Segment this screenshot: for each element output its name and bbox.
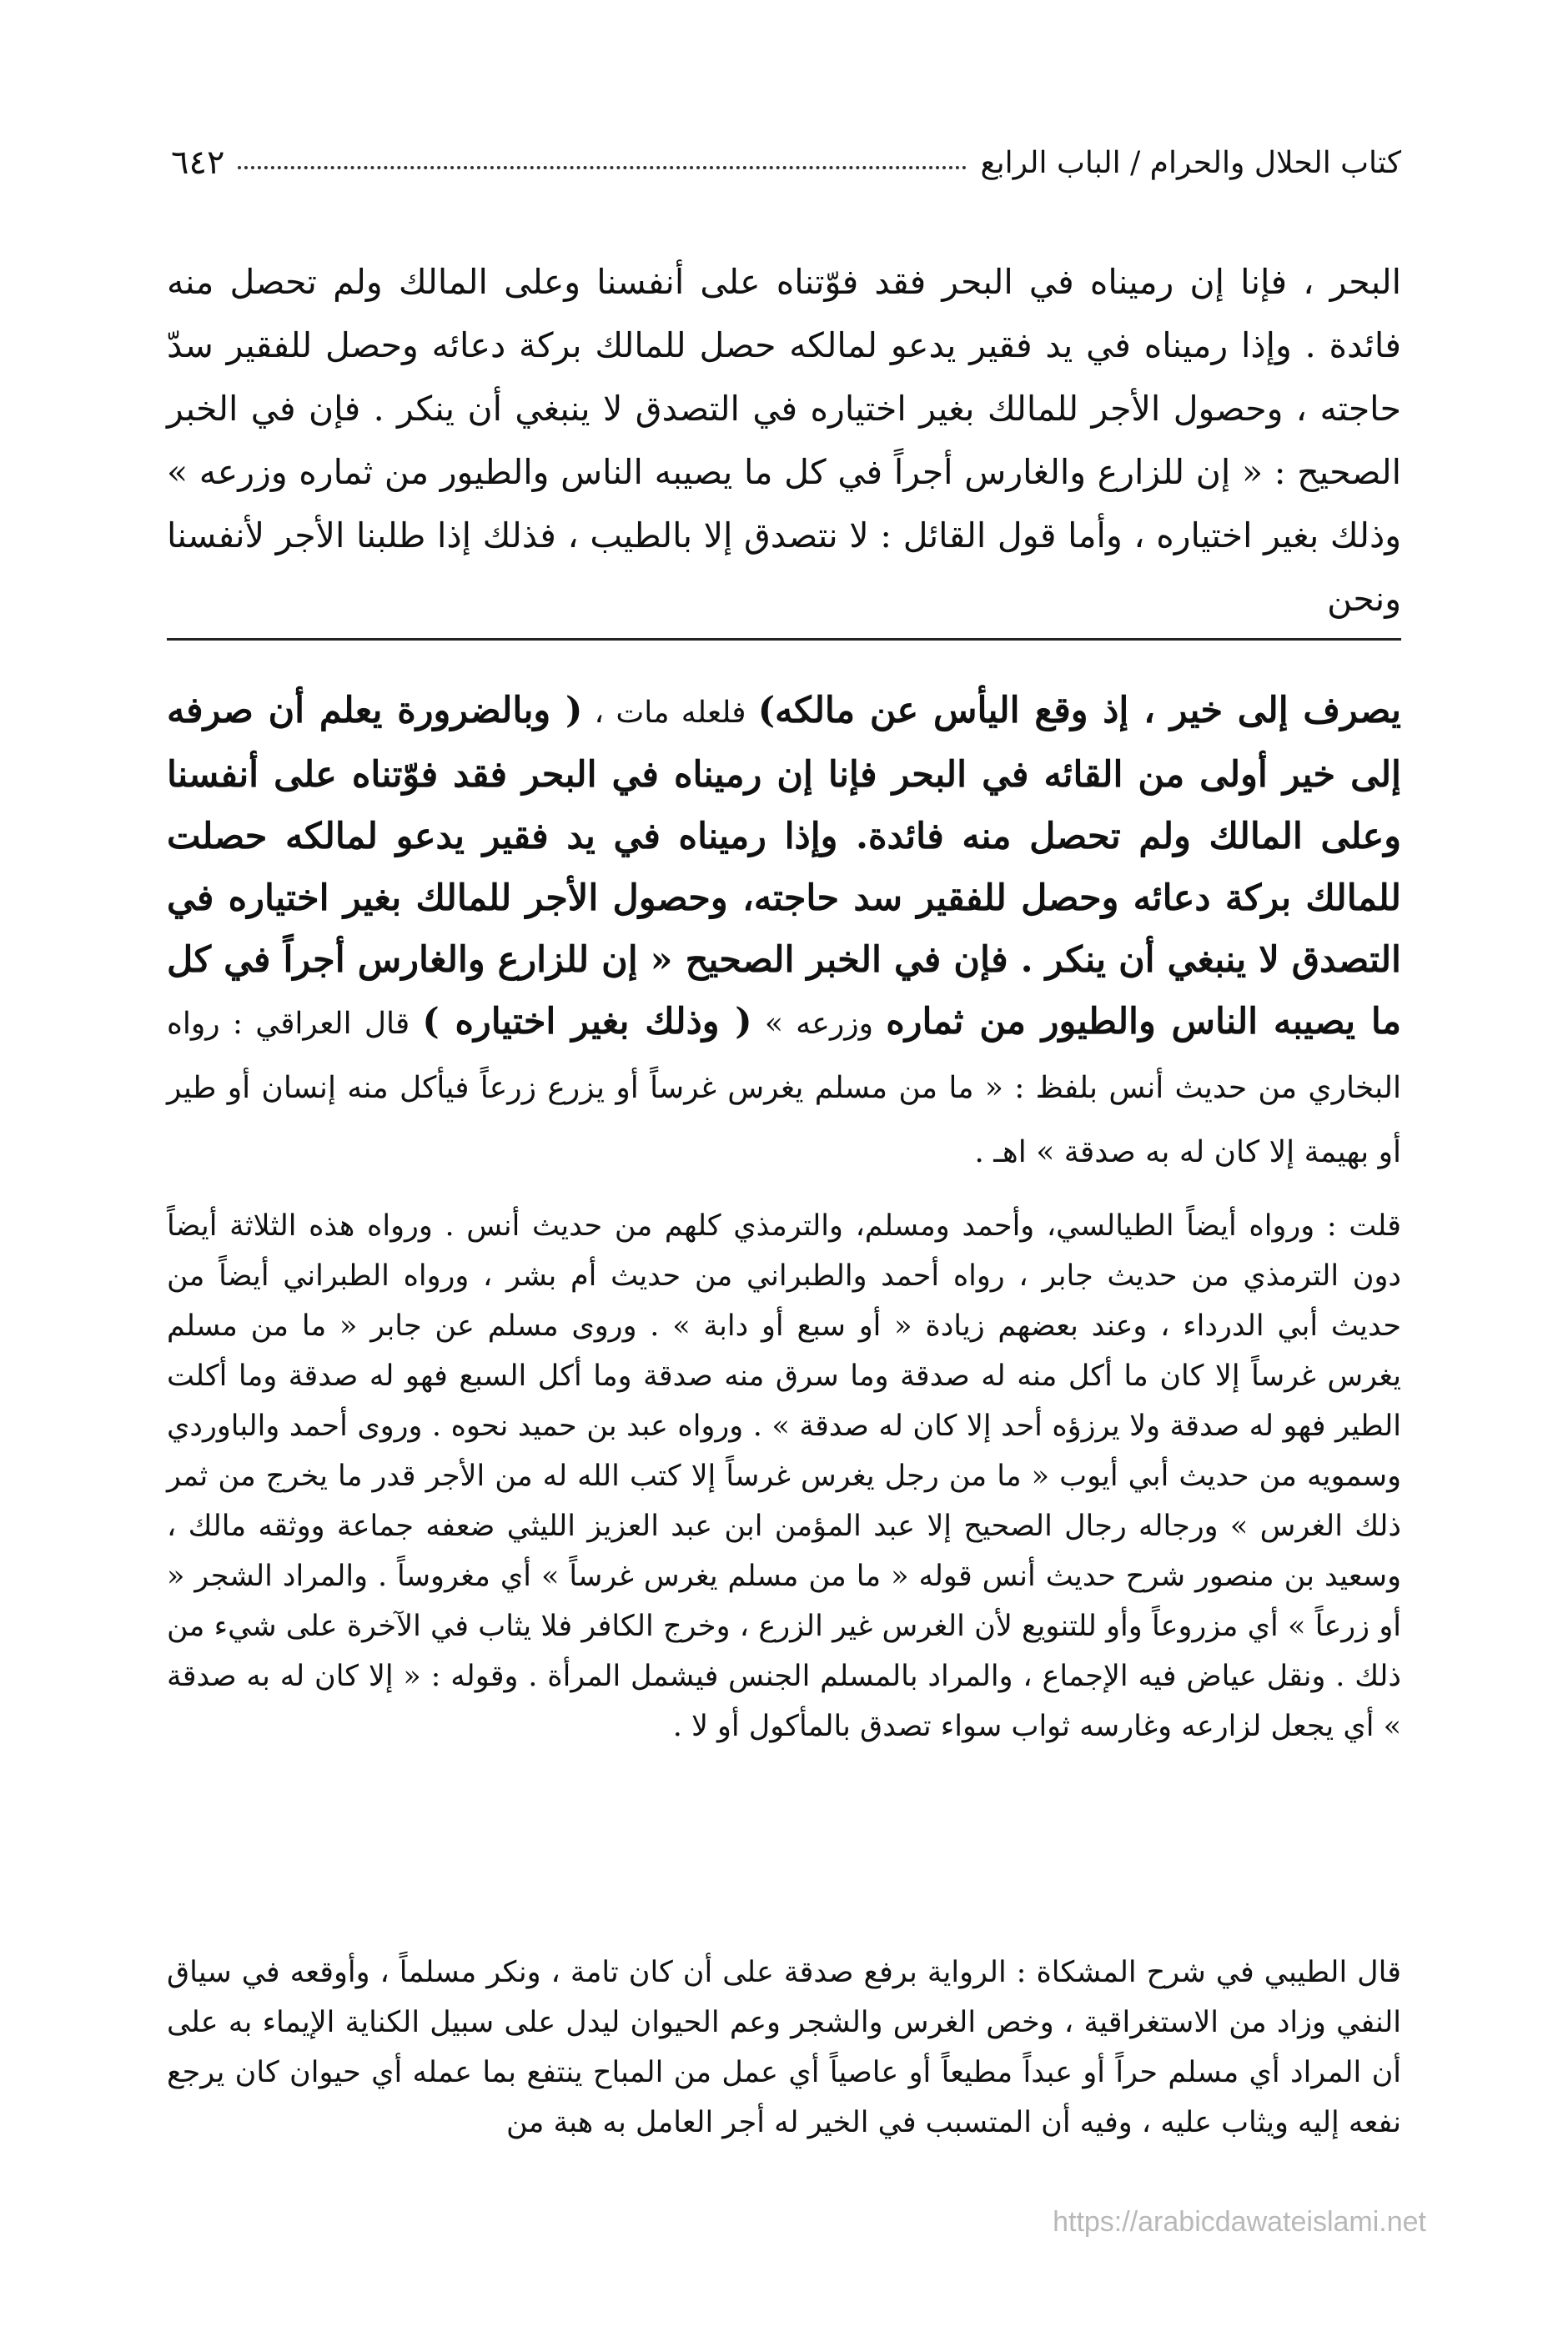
separator-rule	[167, 638, 1401, 641]
main-text	[167, 250, 1401, 631]
quoted-text: ( وذلك بغير اختياره )	[422, 1001, 752, 1043]
quoted-text: يصرف إلى خير ، إذ وقع اليأس عن مالكه)	[757, 690, 1401, 731]
commentary-block	[167, 680, 1401, 1184]
body-paragraph: قال الطيبي في شرح المشكاة : الرواية برفع صدقة على أن كان تامة ، ونكر مسلماً ، وأوقعه في سياق النفي وزاد من الاستغراقية ، وخص الغرس والشجر وعم الحيوان ليدل على سبيل الكناية الإيماء به على أن المراد أي مسلم حراً أو عبداً مطيعاً أو عاصياً أي عمل من المباح ينتفع بما عمله أي حيوان كان يرجع نفعه إليه ويثاب عليه ، وفيه أن المتسبب في الخير له أجر العامل به هبة من	[167, 1956, 1401, 2139]
commentary-paragraph	[167, 680, 1401, 1184]
page-number: ٦٤٢	[171, 143, 225, 182]
body-paragraph: قلت : ورواه أيضاً الطيالسي، وأحمد ومسلم، والترمذي كلهم من حديث أنس . ورواه هذه الثلاثة أيضاً دون الترمذي من حديث جابر ، رواه أحمد والطبراني من حديث أم بشر ، ورواه الطبراني أيضاً من حديث أبي الدرداء ، وعند بعضهم زيادة « أو سبع أو دابة » . وروى مسلم عن جابر « ما من مسلم يغرس غرساً إلا كان ما أكل منه له صدقة وما سرق منه صدقة وما أكل السبع فهو له صدقة وما أكلت الطير فهو له صدقة ولا يرزؤه أحد إلا كان له صدقة » . ورواه عبد بن حميد نحوه . وروى أحمد والباوردي وسمويه من حديث أبي أيوب « ما من رجل يغرس غرساً إلا كتب الله له من الأجر قدر ما يخرج من ثمر ذلك الغرس » ورجاله رجال الصحيح إلا عبد المؤمن ابن عبد العزيز الليثي ضعفه جماعة ووثقه مالك ، وسعيد بن منصور شرح حديث أنس قوله « ما من مسلم يغرس غرساً » أي مغروساً . والمراد الشجر « أو زرعاً » أي مزروعاً وأو للتنويع لأن الغرس غير الزرع ، وخرج الكافر فلا يثاب في الآخرة على شيء من ذلك . ونقل عياض فيه الإجماع ، والمراد بالمسلم الجنس فيشمل المرأة . وقوله : « إلا كان له به صدقة » أي يجعل لزارعه وغارسه ثواب سواء تصدق بالمأكول أو لا .	[167, 1209, 1402, 1743]
chapter-title: كتاب الحلال والحرام / الباب الرابع	[980, 145, 1401, 180]
quoted-text: ( وبالضرورة يعلم أن صرفه إلى خير أولى من القائه في البحر فإنا إن رميناه في البحر فقد فوّتناه على أنفسنا وعلى المالك ولم تحصل منه فائدة. وإذا رميناه في يد فقير يدعو لمالكه حصلت للمالك بركة دعائه وحصل للفقير سد حاجته، وحصول الأجر للمالك بغير اختياره في التصدق لا ينبغي أن ينكر . فإن في الخبر الصحيح « إن للزارع والغارس أجراً في كل ما يصيبه الناس والطيور من ثماره	[167, 690, 1401, 1043]
commentary-note: فلعله مات ،	[582, 696, 758, 730]
commentary-note: قال العراقي : رواه البخاري من حديث أنس بلفظ : « ما من مسلم يغرس غرساً أو يزرع زرعاً فيأكل منه إنسان أو طير أو بهيمة إلا كان له به صدقة » اهـ .	[167, 1007, 1401, 1169]
running-header	[171, 133, 1401, 192]
paragraph-1	[167, 1201, 1401, 1752]
leader-dots	[238, 166, 967, 169]
commentary-note: وزرعه »	[751, 1007, 887, 1041]
paragraph-2	[167, 1948, 1401, 2148]
watermark-url: https://arabicdawateislami.net	[1053, 2206, 1426, 2238]
main-text-paragraph: البحر ، فإنا إن رميناه في البحر فقد فوّتناه على أنفسنا وعلى المالك ولم تحصل منه فائدة . وإذا رميناه في يد فقير يدعو لمالكه حصل للمالك بركة دعائه وحصل للفقير سدّ حاجته ، وحصول الأجر للمالك بغير اختياره في التصدق لا ينبغي أن ينكر . فإن في الخبر الصحيح : « إن للزارع والغارس أجراً في كل ما يصيبه الناس والطيور من ثماره وزرعه » وذلك بغير اختياره ، وأما قول القائل : لا نتصدق إلا بالطيب ، فذلك إذا طلبنا الأجر لأنفسنا ونحن	[167, 262, 1401, 619]
